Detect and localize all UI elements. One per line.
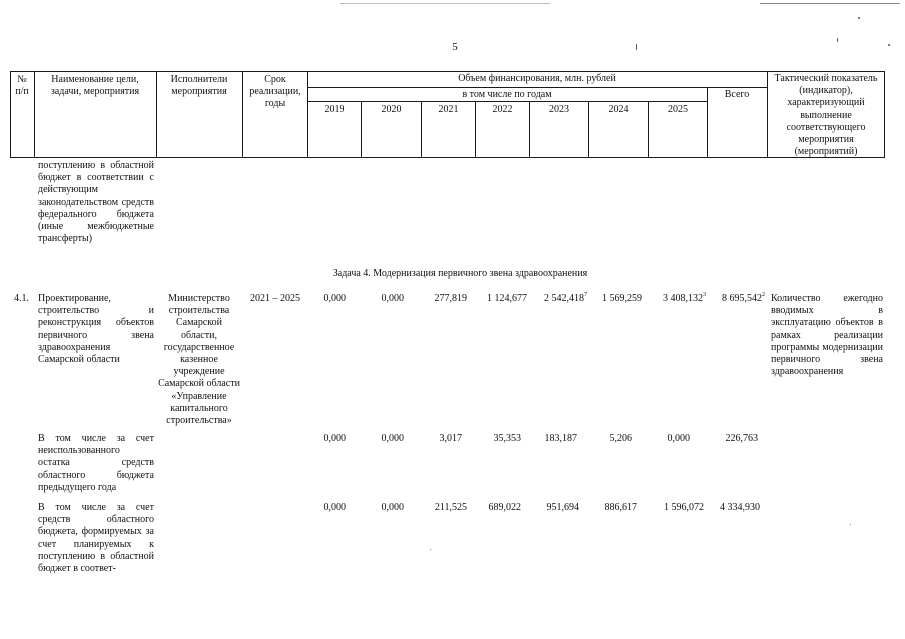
- row-value: 0,000: [381, 433, 404, 444]
- row-value: 951,694: [546, 502, 579, 513]
- row-name: Проектирование, строительство и реконструкция объектов первичного звена здравоохранения Самарской области: [38, 293, 154, 366]
- row-value: 0,000: [323, 502, 346, 513]
- header-year: 2025: [668, 104, 688, 115]
- col-border: [884, 71, 885, 158]
- header-num: № п/п: [15, 74, 29, 98]
- header-by-years: в том числе по годам: [462, 89, 552, 100]
- scan-speck: [858, 17, 860, 19]
- row-executor: Министерство строительства Самарской области, государственное казенное учреждение Самарской области «Управление капитального строительства»: [158, 293, 240, 427]
- col-border: [10, 71, 11, 158]
- row-value: 0,000: [381, 293, 404, 304]
- header-year: 2022: [492, 104, 513, 115]
- row-value: 35,353: [493, 433, 521, 444]
- row-value: 1 569,259: [602, 293, 642, 304]
- row-period: 2021 – 2025: [250, 293, 300, 304]
- header-bottom-border: [10, 157, 885, 158]
- task-title: Задача 4. Модернизация первичного звена здравоохранения: [332, 268, 588, 279]
- row-indicator: Количество ежегодно вводимых в эксплуатацию объектов в рамках реализации программы модернизации первичного звена здравоохранения: [771, 293, 883, 378]
- header-period: Срок реализации, годы: [249, 74, 301, 110]
- row-value: 689,022: [488, 502, 521, 513]
- col-border: [156, 71, 157, 158]
- row-value: 886,617: [604, 502, 637, 513]
- scan-speck: [430, 549, 431, 550]
- scan-speck: [636, 44, 637, 50]
- row-value: 3,017: [439, 433, 462, 444]
- header-year: 2021: [438, 104, 459, 115]
- row-name: В том числе за счет неиспользованного остатка средств областного бюджета предыдущего года: [38, 433, 154, 493]
- scan-edge: [760, 3, 900, 4]
- scan-speck: [888, 44, 890, 46]
- col-border: [34, 71, 35, 158]
- header-executors: Исполнители мероприятия: [170, 74, 228, 98]
- continuation-text: поступлению в областной бюджет в соответствии с действующим законодательством средств федерального бюджета (иные межбюджетные трансферты): [38, 160, 154, 245]
- row-num: 4.1.: [14, 293, 29, 304]
- row-value: 5,206: [609, 433, 632, 444]
- row-value: 3 408,132$^3$: [663, 291, 706, 304]
- row-value: 183,187: [544, 433, 577, 444]
- row-value: 0,000: [381, 502, 404, 513]
- row-value: 0,000: [323, 433, 346, 444]
- row-name: В том числе за счет средств областного бюджета, формируемых за счет планируемых к поступлению в областной бюджет в соответ-: [38, 502, 154, 575]
- footnote-marker: 3: [703, 291, 706, 298]
- header-total: Всего: [724, 89, 750, 100]
- header-indicator: Тактический показатель (индикатор), характеризующий выполнение соответствующего мероприятия (мероприятий): [774, 73, 878, 158]
- header-year: 2019: [324, 104, 345, 115]
- col-border: [767, 71, 768, 158]
- row-value: 1 596,072: [664, 502, 704, 513]
- footnote-marker: 2: [762, 291, 765, 298]
- row-value: 1 124,677: [487, 293, 527, 304]
- scan-speck: [850, 524, 851, 525]
- funding-subheader-line: [307, 87, 767, 88]
- table-top-border: [10, 71, 885, 72]
- row-total: 226,763: [725, 433, 758, 444]
- row-total: 8 695,542$^2$: [722, 291, 765, 304]
- row-value: 0,000: [667, 433, 690, 444]
- col-border: [242, 71, 243, 158]
- page-number: 5: [452, 41, 458, 53]
- footnote-marker: 7: [584, 291, 587, 298]
- scan-edge: [340, 3, 550, 4]
- header-funding: Объем финансирования, млн. рублей: [458, 73, 616, 84]
- header-year: 2020: [381, 104, 402, 115]
- row-value: 2 542,418$^7$: [544, 291, 587, 304]
- header-year: 2024: [608, 104, 629, 115]
- row-value: 0,000: [323, 293, 346, 304]
- header-name: Наименование цели, задачи, мероприятия: [50, 74, 140, 98]
- row-value: 277,819: [434, 293, 467, 304]
- row-value: 211,525: [434, 502, 467, 513]
- scan-speck: [837, 38, 838, 42]
- header-year: 2023: [549, 104, 569, 115]
- row-total: 4 334,930: [720, 502, 760, 513]
